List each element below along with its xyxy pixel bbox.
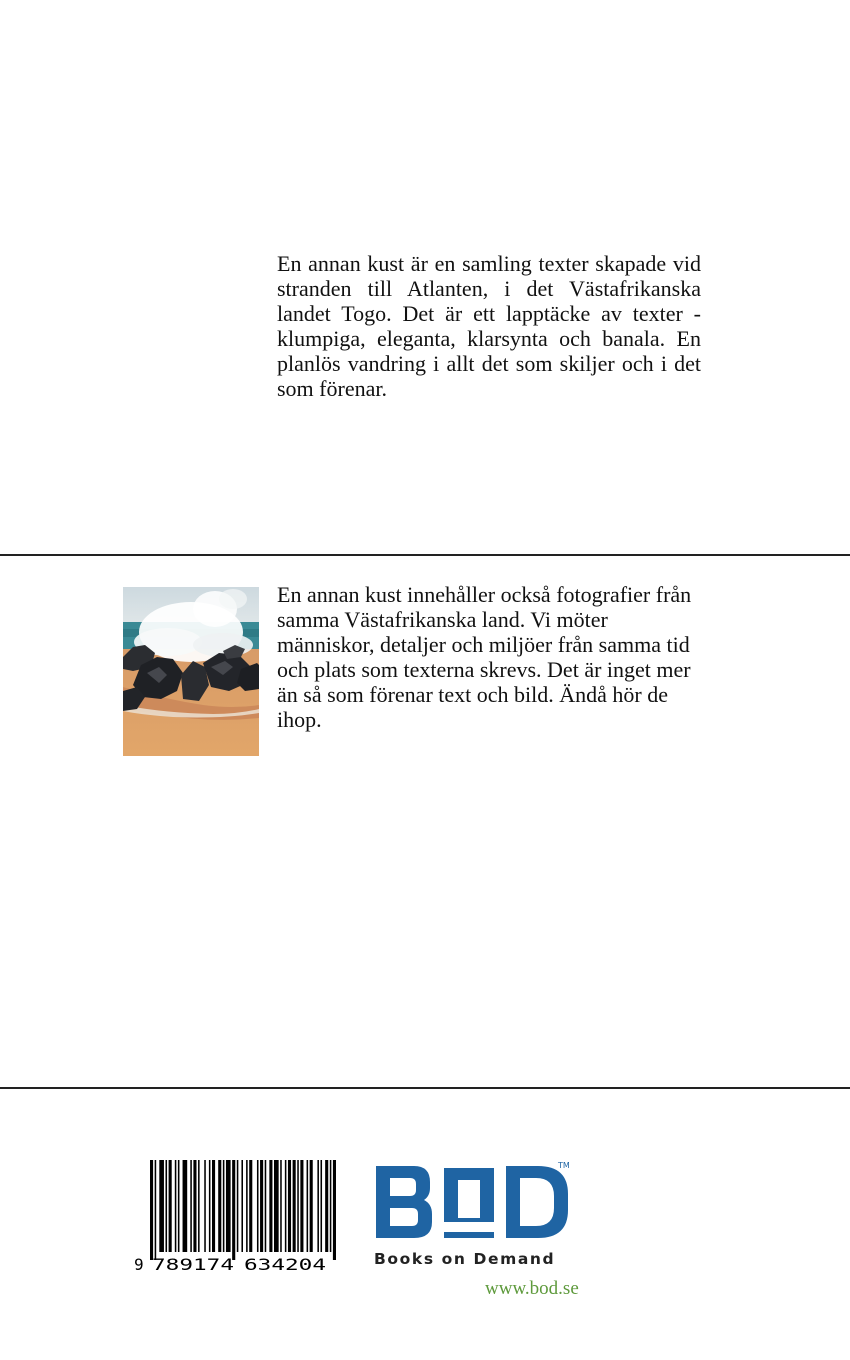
barcode-bar: [288, 1160, 291, 1252]
barcode-bar: [297, 1160, 299, 1252]
barcode-bar: [274, 1160, 279, 1252]
trademark-mark: TM: [558, 1161, 570, 1170]
barcode-bar: [198, 1160, 200, 1252]
barcode-bar: [265, 1160, 267, 1252]
barcode-bar: [155, 1160, 157, 1260]
bod-logo-b: [376, 1166, 432, 1238]
barcode-right-digits: 634204: [244, 1255, 326, 1274]
barcode-bar: [333, 1160, 336, 1260]
barcode-bar: [330, 1160, 332, 1252]
barcode-left-digits: 789174: [152, 1255, 234, 1274]
barcode-bar: [237, 1160, 239, 1252]
barcode-bar: [150, 1160, 153, 1260]
barcode-bar: [285, 1160, 287, 1252]
photo-paragraph: En annan kust innehåller också fotografier från samma Västafrikanska land. Vi möter människor, detaljer och miljöer från samma tid och plats som texterna skrevs. Det är inget mer än så som förenar text och bild. Ändå hör de ihop.: [277, 582, 692, 732]
barcode-bar: [159, 1160, 164, 1252]
barcode-bar: [317, 1160, 319, 1252]
barcode-bar: [169, 1160, 172, 1252]
barcode-bar: [293, 1160, 296, 1252]
description-paragraph: En annan kust är en samling texter skapade vid stranden till Atlanten, i det Västafrikanska landet Togo. Det är ett lapptäcke av texter - klumpiga, eleganta, klarsynta och banala. En planlös vandring i allt det som skiljer och i det som förenar.: [277, 251, 701, 401]
barcode-bar: [223, 1160, 225, 1252]
barcode-bar: [193, 1160, 196, 1252]
barcode-bar: [209, 1160, 211, 1252]
barcode-bar: [218, 1160, 221, 1252]
barcode-bar: [307, 1160, 309, 1252]
barcode-bar: [175, 1160, 177, 1252]
bod-logo-bar: [444, 1222, 494, 1232]
barcode-bar: [280, 1160, 282, 1252]
barcode-bar: [300, 1160, 303, 1252]
barcode-bar: [246, 1160, 248, 1252]
barcode-bar: [310, 1160, 313, 1252]
bod-logo-d: [506, 1166, 568, 1238]
barcode-bar: [226, 1160, 231, 1252]
barcode-bar: [183, 1160, 188, 1252]
upper-divider: [0, 554, 850, 556]
publisher-url: www.bod.se: [485, 1278, 579, 1299]
barcode-bar: [241, 1160, 243, 1252]
barcode-bar: [190, 1160, 192, 1252]
beach-photo: [123, 587, 259, 756]
barcode-bar: [166, 1160, 168, 1252]
barcode-bar: [325, 1160, 328, 1252]
barcode-bar: [178, 1160, 180, 1252]
barcode-bar: [212, 1160, 215, 1252]
barcode-bar: [204, 1160, 206, 1252]
lower-divider: [0, 1087, 850, 1089]
barcode-first-digit: 9: [134, 1255, 144, 1274]
barcode-bar: [257, 1160, 259, 1252]
barcode-bar: [249, 1160, 252, 1252]
barcode-bar: [269, 1160, 272, 1252]
barcode-bar: [321, 1160, 323, 1252]
isbn-barcode: [130, 1158, 340, 1276]
barcode-bar: [260, 1160, 263, 1252]
barcode-bar: [232, 1160, 235, 1260]
publisher-tagline: Books on Demand: [374, 1250, 556, 1268]
